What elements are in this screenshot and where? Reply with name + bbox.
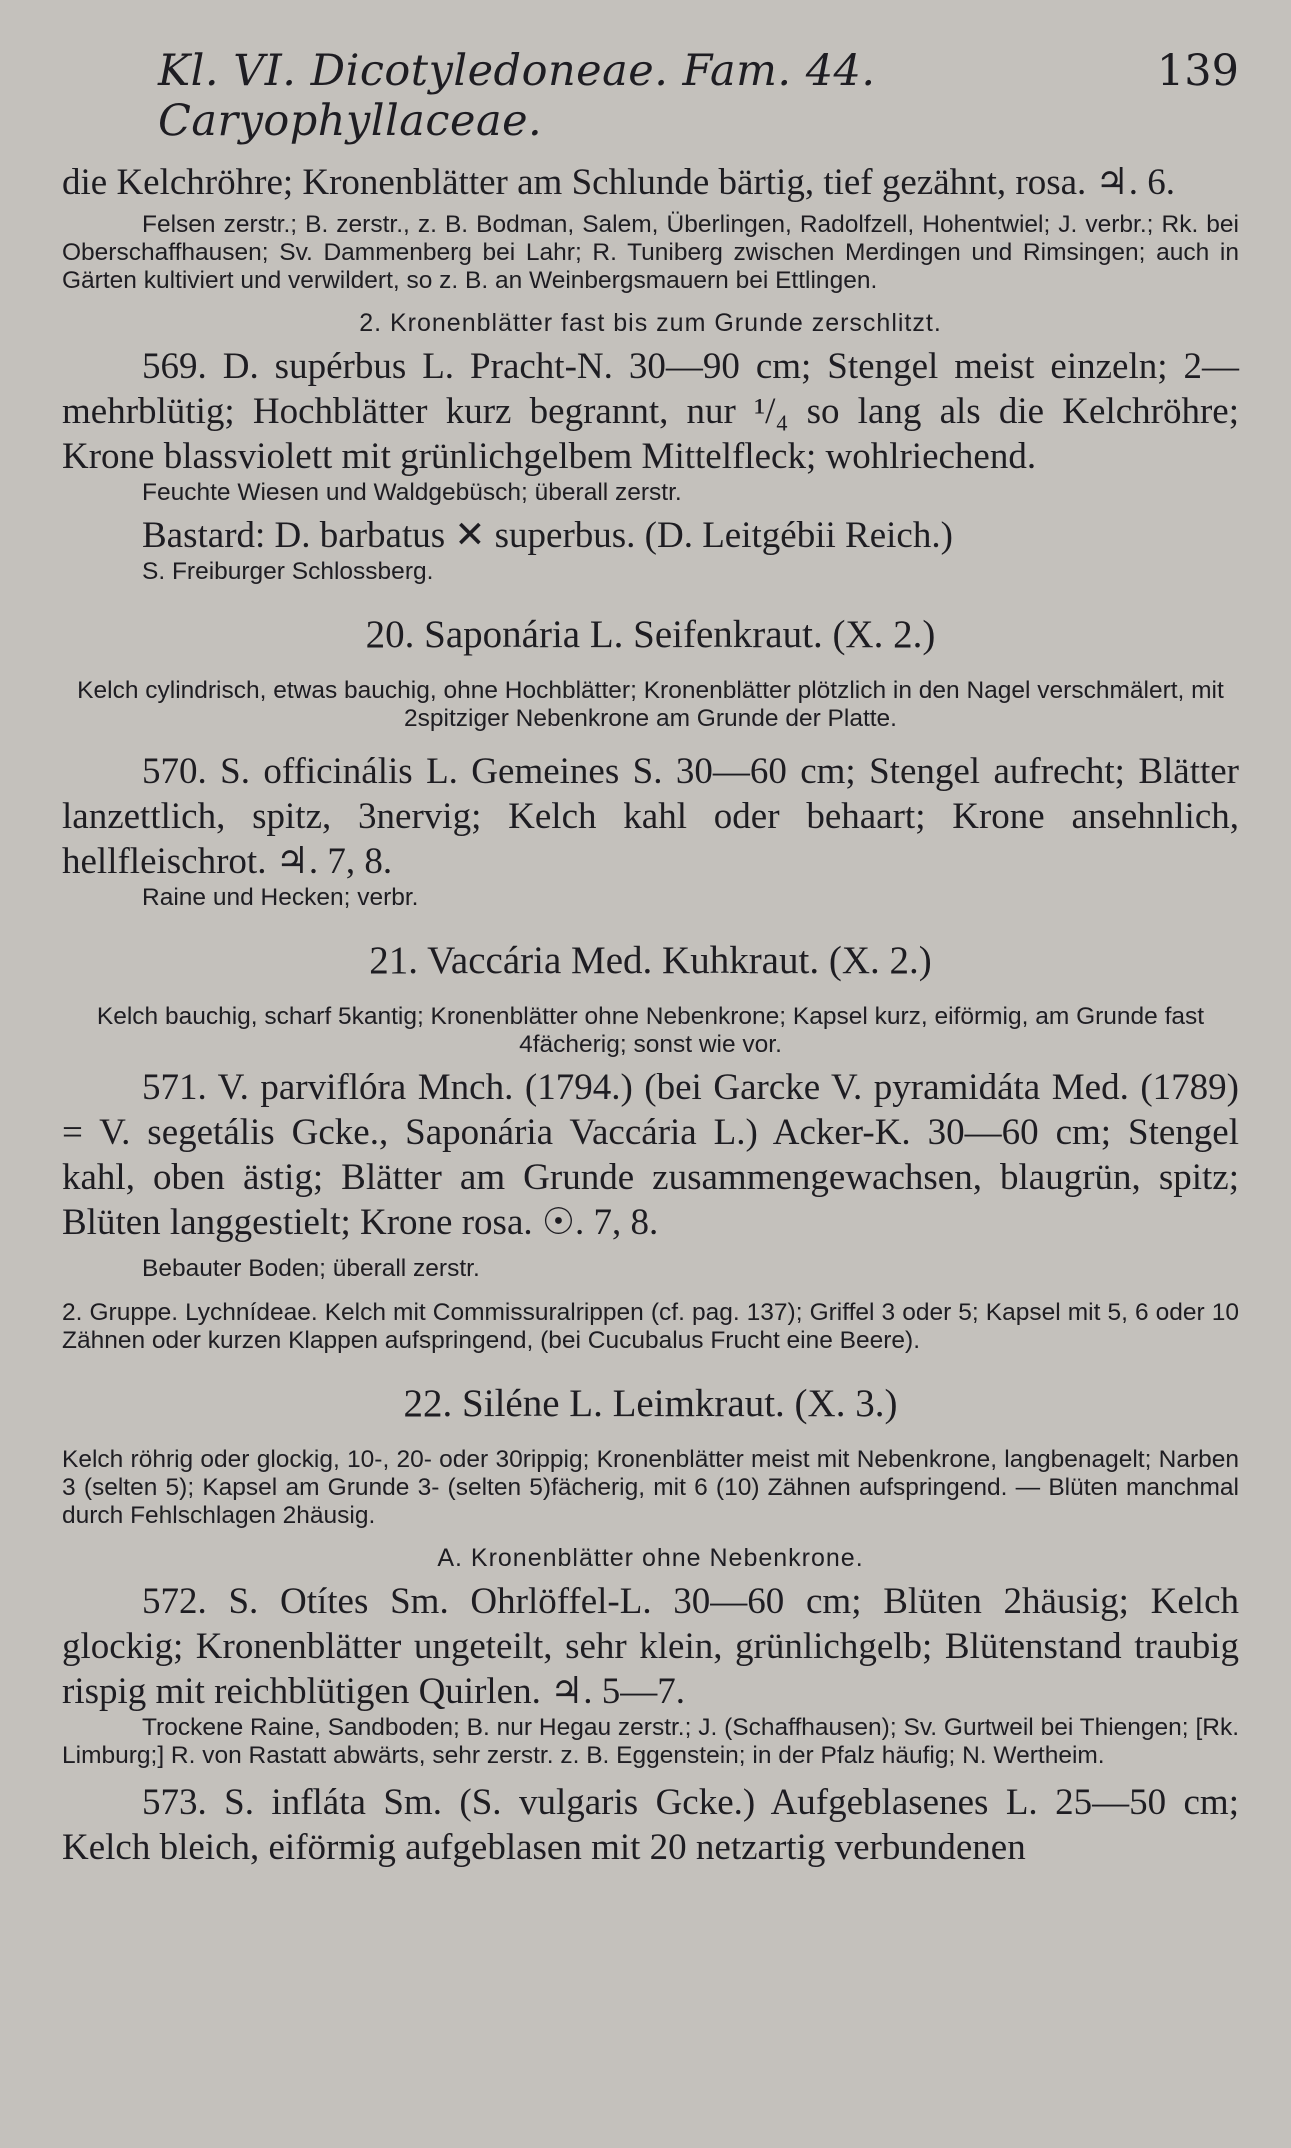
page-number: 139 bbox=[1156, 46, 1239, 96]
genus-20-description: Kelch cylindrisch, etwas bauchig, ohne Hochblätter; Kronenblätter plötzlich in den Nagel verschmälert, mit 2spitziger Nebenkrone am Grunde der Platte. bbox=[77, 677, 1224, 732]
key-2: 2. Kronenblätter fast bis zum Grunde zerschlitzt. bbox=[359, 309, 942, 337]
locality-572: Trockene Raine, Sandboden; B. nur Hegau zerstr.; J. (Schaffhausen); Sv. Gurtweil bei Thiengen; [Rk. Limburg;] R. von Rastatt abwärts, sehr zerstr. z. B. Eggenstein; in der Pfalz häufig; N. Wertheim. bbox=[62, 1714, 1239, 1769]
species-571: 571. V. parviflóra Mnch. (1794.) (bei Garcke V. pyramidáta Med. (1789) = V. segetális Gcke., Saponária Vaccária L.) Acker-K. 30—60 cm; Stengel kahl, oben ästig; Blätter am Grunde zusammengewachsen, blaugrün, spitz; Blüten langgestielt; Krone rosa. ☉. 7, 8. bbox=[62, 1067, 1239, 1243]
species-573: 573. S. infláta Sm. (S. vulgaris Gcke.) Aufgeblasenes L. 25—50 cm; Kelch bleich, eiförmig aufgeblasen mit 20 netzartig verbundenen bbox=[62, 1782, 1239, 1868]
key-A: A. Kronenblätter ohne Nebenkrone. bbox=[437, 1544, 864, 1572]
locality-1: Felsen zerstr.; B. zerstr., z. B. Bodman, Salem, Überlingen, Radolfzell, Hohentwiel; J. verbr.; Rk. bei Oberschaffhausen; Sv. Dammenberg bei Lahr; R. Tuniberg zwischen Merdingen und Rimsingen; auch in Gärten kultiviert und verwildert, so z. B. an Weinbergsmauern bei Ettlingen. bbox=[62, 211, 1239, 294]
locality-569: Feuchte Wiesen und Waldgebüsch; überall zerstr. bbox=[142, 479, 682, 506]
genus-22-description: Kelch röhrig oder glockig, 10-, 20- oder 30rippig; Kronenblätter meist mit Nebenkrone, langbenagelt; Narben 3 (selten 5); Kapsel am Grunde 3- (selten 5)fächerig, mit 6 (10) Zähnen aufspringend. — Blüten manchmal durch Fehlschlagen 2häusig. bbox=[62, 1446, 1239, 1529]
running-header bbox=[62, 46, 1239, 146]
locality-571: Bebauter Boden; überall zerstr. bbox=[142, 1255, 480, 1282]
genus-22-heading: 22. Siléne L. Leimkraut. (X. 3.) bbox=[403, 1382, 898, 1425]
species-570: 570. S. officinális L. Gemeines S. 30—60 cm; Stengel aufrecht; Blätter lanzettlich, spitz, 3nervig; Kelch kahl oder behaart; Krone ansehnlich, hellfleischrot. ♃. 7, 8. bbox=[62, 751, 1239, 882]
locality-bastard: S. Freiburger Schlossberg. bbox=[142, 558, 434, 585]
gruppe-2: 2. Gruppe. Lychnídeae. Kelch mit Commissuralrippen (cf. pag. 137); Griffel 3 oder 5; Kapsel mit 5, 6 oder 10 Zähnen oder kurzen Klappen aufspringend, (bei Cucubalus Frucht eine Beere). bbox=[62, 1299, 1239, 1354]
genus-21-description: Kelch bauchig, scharf 5kantig; Kronenblätter ohne Nebenkrone; Kapsel kurz, eiförmig, am Grunde fast 4fächerig; sonst wie vor. bbox=[96, 1003, 1205, 1058]
genus-21-heading: 21. Vaccária Med. Kuhkraut. (X. 2.) bbox=[369, 939, 932, 982]
locality-570: Raine und Hecken; verbr. bbox=[142, 884, 419, 911]
bastard: Bastard: D. barbatus ✕ superbus. (D. Leitgébii Reich.) bbox=[142, 515, 953, 556]
species-569: 569. D. supérbus L. Pracht-N. 30—90 cm; Stengel meist einzeln; 2—mehrblütig; Hochblätter kurz begrannt, nur ¹/₄ so lang als die Kelchröhre; Krone blassviolett mit grünlichgelbem Mittelfleck; wohlriechend. bbox=[62, 346, 1239, 477]
text-p1: die Kelchröhre; Kronenblätter am Schlunde bärtig, tief gezähnt, rosa. ♃. 6. bbox=[62, 162, 1175, 203]
species-572: 572. S. Otítes Sm. Ohrlöffel-L. 30—60 cm; Blüten 2häusig; Kelch glockig; Kronenblätter ungeteilt, sehr klein, grünlichgelb; Blütenstand traubig rispig mit reichblütigen Quirlen. ♃. 5—7. bbox=[62, 1581, 1239, 1712]
genus-20-heading: 20. Saponária L. Seifenkraut. (X. 2.) bbox=[365, 613, 936, 656]
header-title: Kl. VI. Dicotyledoneae. Fam. 44. Caryophyllaceae. bbox=[158, 46, 876, 146]
